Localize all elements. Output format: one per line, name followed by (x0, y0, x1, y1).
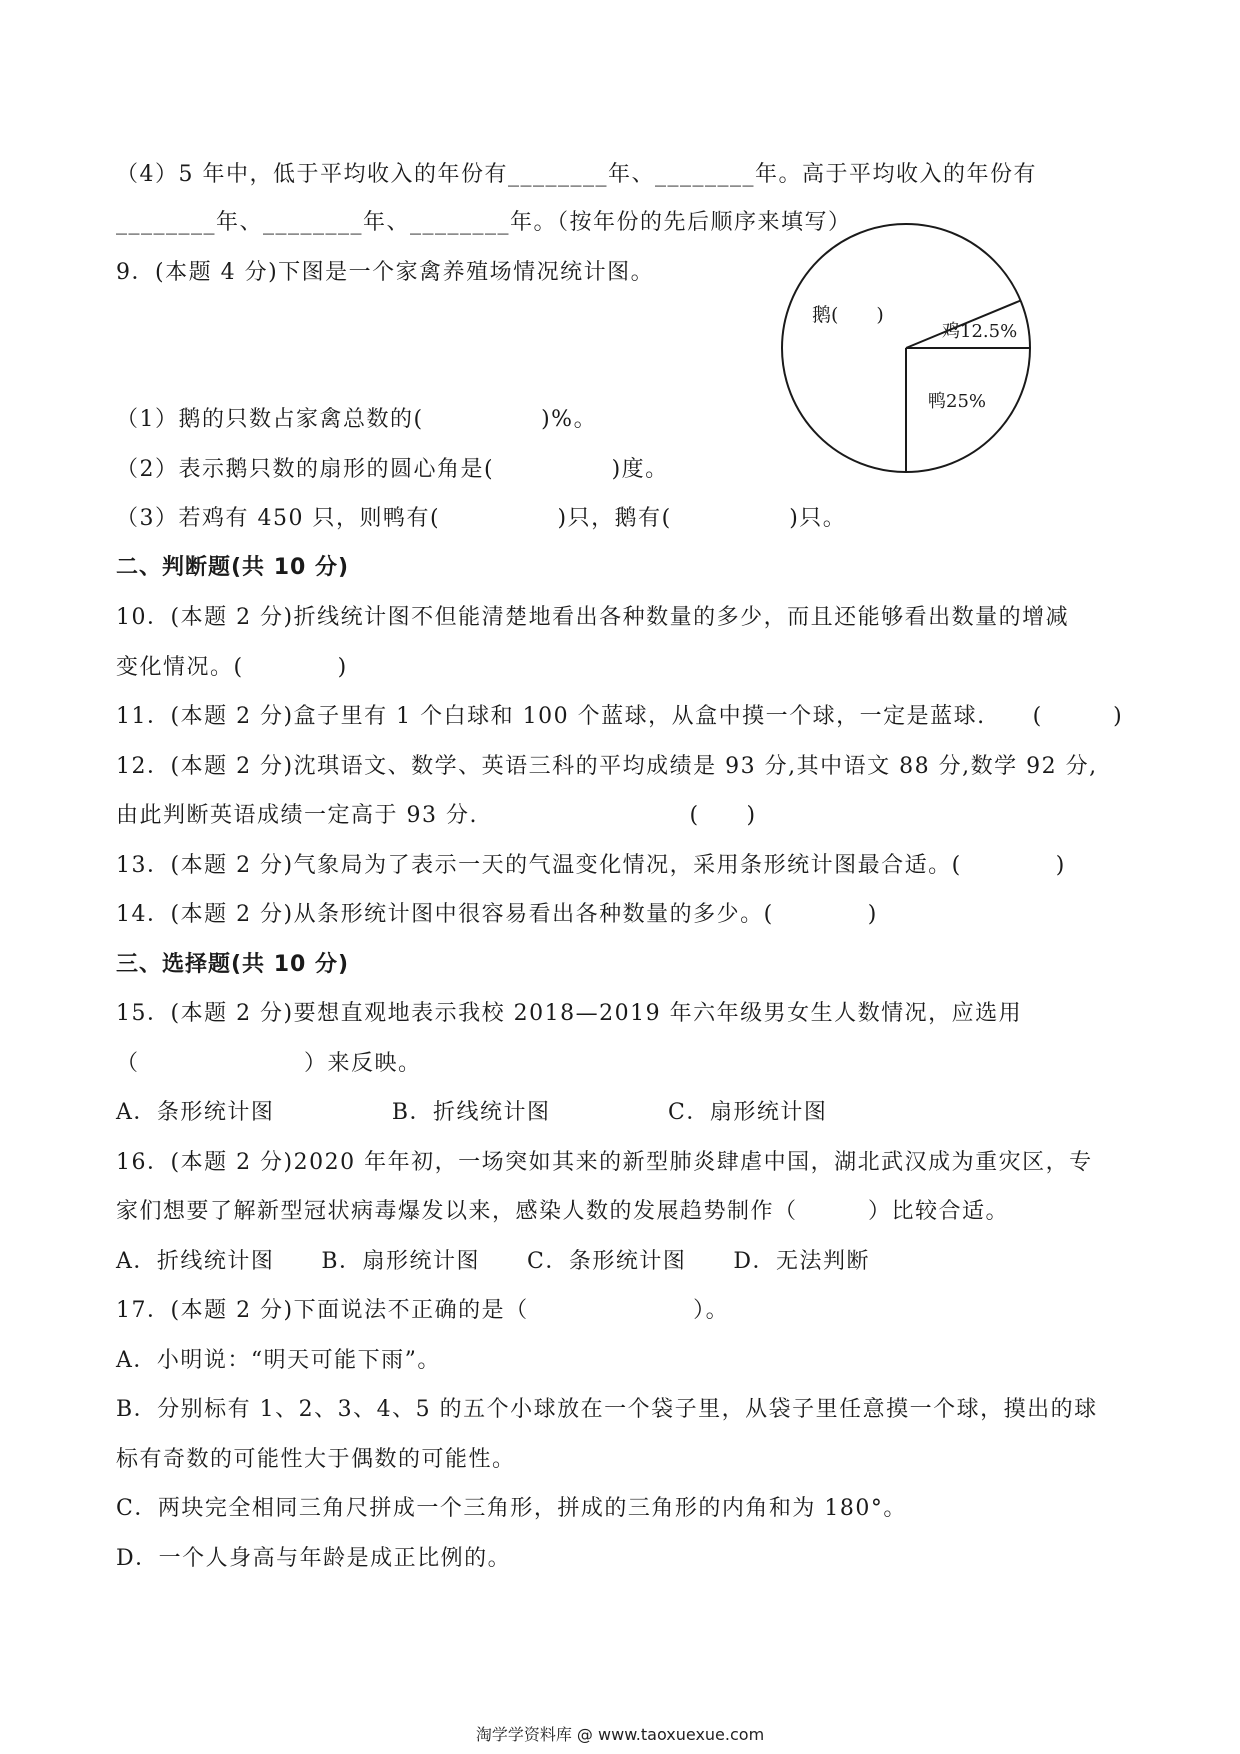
q17-option-d: D．一个人身高与年龄是成正比例的。 (116, 1546, 512, 1571)
q9-sub2: （2）表示鹅只数的扇形的圆心角是( )度。 (116, 457, 669, 482)
q8-part4-line2: ________年、________年、________年。（按年份的先后顺序来填写） (116, 210, 852, 235)
q16-line2: 家们想要了解新型冠状病毒爆发以来，感染人数的发展趋势制作（ ）比较合适。 (116, 1199, 1010, 1224)
section2-heading: 二、判断题(共 10 分) (116, 555, 350, 580)
q16-options: A．折线统计图 B．扇形统计图 C．条形统计图 D．无法判断 (116, 1249, 871, 1274)
q17-option-b-line2: 标有奇数的可能性大于偶数的可能性。 (116, 1447, 516, 1472)
q15-line2: （ ）来反映。 (116, 1051, 422, 1076)
q14: 14．(本题 2 分)从条形统计图中很容易看出各种数量的多少。( ) (116, 902, 878, 927)
q15-line1: 15．(本题 2 分)要想直观地表示我校 2018—2019 年六年级男女生人数情况，应选用 (116, 1001, 1023, 1026)
q12-line1: 12．(本题 2 分)沈琪语文、数学、英语三科的平均成绩是 93 分,其中语文 88 分,数学 92 分, (116, 754, 1098, 779)
q9-sub3: （3）若鸡有 450 只，则鸭有( )只，鹅有( )只。 (116, 506, 847, 531)
q15-options: A．条形统计图 B．折线统计图 C．扇形统计图 (116, 1100, 828, 1125)
q17-stem: 17．(本题 2 分)下面说法不正确的是（ ）。 (116, 1298, 730, 1323)
q17-option-c: C．两块完全相同三角尺拼成一个三角形，拼成的三角形的内角和为 180°。 (116, 1496, 907, 1521)
q11: 11．(本题 2 分)盒子里有 1 个白球和 100 个蓝球，从盒中摸一个球，一定是蓝球. ( ) (116, 704, 1124, 729)
q9-stem: 9．(本题 4 分)下图是一个家禽养殖场情况统计图。 (116, 260, 655, 285)
slice-label-duck: 鸭25% (928, 391, 987, 412)
q17-option-a: A．小明说：“明天可能下雨”。 (116, 1348, 441, 1373)
poultry-pie-chart (776, 218, 1036, 478)
q8-part4-line1: （4）5 年中，低于平均收入的年份有________年、________年。高于平均收入的年份有 (116, 162, 1037, 187)
section3-heading: 三、选择题(共 10 分) (116, 952, 350, 977)
q16-line1: 16．(本题 2 分)2020 年年初，一场突如其来的新型肺炎肆虐中国，湖北武汉成为重灾区，专 (116, 1150, 1093, 1175)
q12-line2: 由此判断英语成绩一定高于 93 分. ( ) (116, 803, 757, 828)
q10-line2: 变化情况。( ) (116, 655, 348, 680)
slice-label-goose: 鹅( ) (812, 304, 884, 326)
q17-option-b-line1: B．分别标有 1、2、3、4、5 的五个小球放在一个袋子里，从袋子里任意摸一个球，摸出的球 (116, 1397, 1098, 1422)
q9-sub1: （1）鹅的只数占家禽总数的( )%。 (116, 407, 598, 432)
footer-watermark: 淘学学资料库 @ www.taoxuexue.com (475, 1725, 765, 1744)
q10-line1: 10．(本题 2 分)折线统计图不但能清楚地看出各种数量的多少，而且还能够看出数量的增减 (116, 605, 1070, 630)
q13: 13．(本题 2 分)气象局为了表示一天的气温变化情况，采用条形统计图最合适。( ) (116, 853, 1066, 878)
slice-label-chicken: 鸡12.5% (942, 321, 1018, 342)
